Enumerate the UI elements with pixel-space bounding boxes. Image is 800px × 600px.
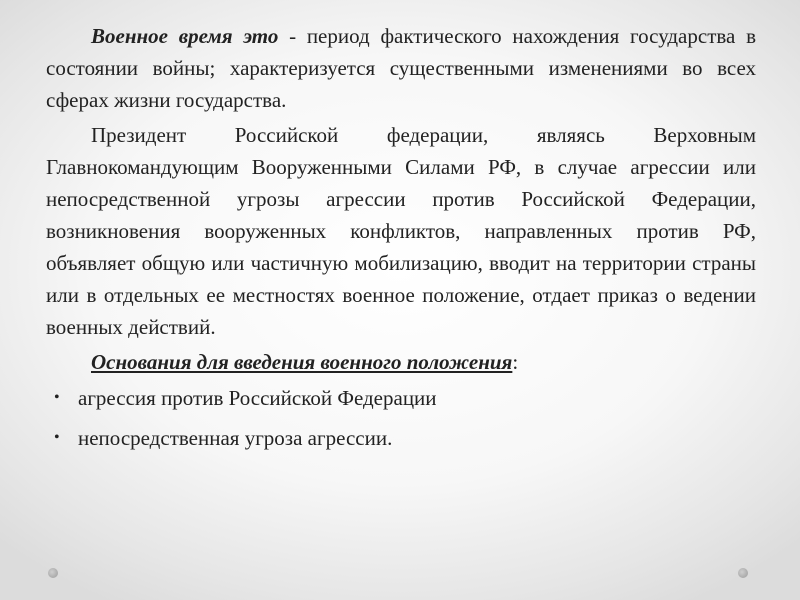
bullet-icon: •: [54, 429, 60, 446]
definition-paragraph: [46, 20, 756, 116]
list-item: [46, 422, 756, 454]
list-item: [46, 382, 756, 414]
definition-term: Военное время это: [91, 24, 279, 48]
grounds-heading-colon: :: [512, 350, 519, 374]
grounds-heading-text: Основания для введения военного положения: [91, 350, 513, 374]
slide-content: [46, 20, 756, 462]
president-paragraph: Президент Российской федерации, являясь Верховным Главнокомандующим Вооруженными Силами РФ, в случае агрессии или непосредственной угрозы агрессии против Российской Федерации, возникновения вооруженных конфликтов, направленных против РФ, объявляет общую или частичную мобилизацию, вводит на территории страны или в отдельных ее местностях военное положение, отдает приказ о ведении военных действий.: [46, 123, 756, 339]
grounds-list: [46, 382, 756, 454]
decorative-dot-icon: [738, 568, 748, 578]
grounds-heading: [46, 346, 756, 378]
decorative-dot-icon: [48, 568, 58, 578]
list-item-text: непосредственная угроза агрессии.: [78, 426, 393, 450]
definition-text: - период фактического нахождения государства в состоянии войны; характеризуется существенными изменениями во всех сферах жизни государства.: [46, 24, 756, 112]
list-item-text: агрессия против Российской Федерации: [78, 386, 437, 410]
bullet-icon: •: [54, 389, 60, 406]
